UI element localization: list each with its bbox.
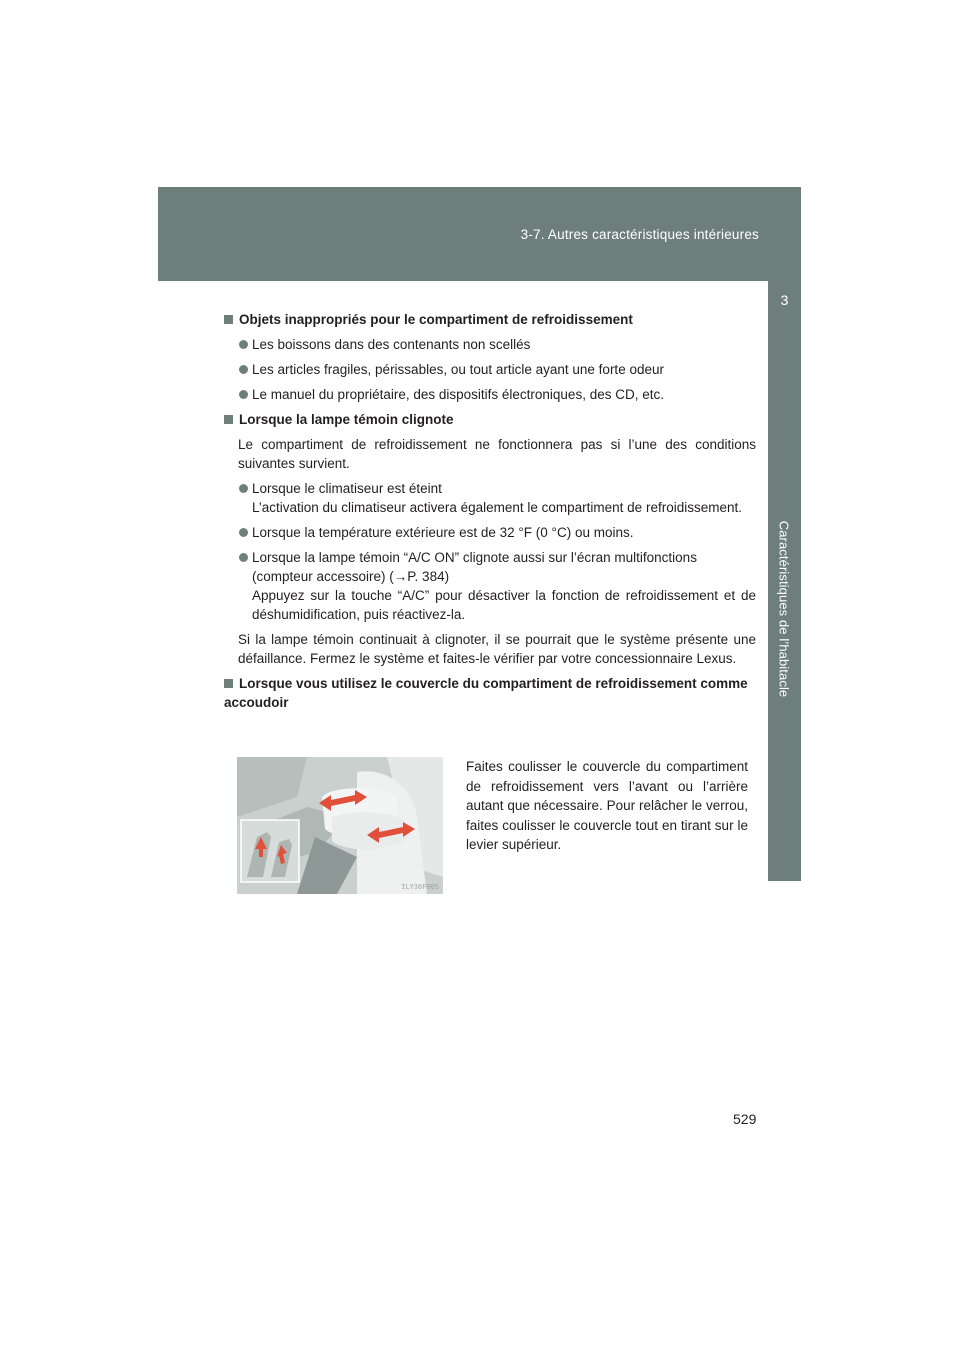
square-bullet-icon <box>224 315 233 324</box>
section-heading <box>224 410 756 429</box>
bullet-dot-icon <box>239 365 248 374</box>
square-bullet-icon <box>224 679 233 688</box>
heading-text: Lorsque vous utilisez le couvercle du compartiment de refroidissement comme accoudoir <box>224 676 748 710</box>
paragraph: Si la lampe témoin continuait à clignoter, il se pourrait que le système présente une défaillance. Fermez le système et faites-le vérifier par votre concessionnaire Lexus. <box>238 632 756 666</box>
chapter-number: 3 <box>780 292 789 308</box>
page-content <box>224 310 756 718</box>
chapter-tab <box>768 281 801 881</box>
list-item-text: Le manuel du propriétaire, des dispositifs électroniques, des CD, etc. <box>252 387 664 402</box>
square-bullet-icon <box>224 415 233 424</box>
list-item <box>238 523 756 542</box>
list-item-text: Les articles fragiles, périssables, ou tout article ayant une forte odeur <box>252 362 664 377</box>
heading-text: Lorsque la lampe témoin clignote <box>239 412 454 427</box>
header-band <box>158 187 801 281</box>
figure-code: ILY36F005 <box>401 884 439 892</box>
chapter-title: Caractéristiques de l’habitacle <box>776 520 792 698</box>
bullet-dot-icon <box>239 390 248 399</box>
bullet-dot-icon <box>239 484 248 493</box>
bullet-dot-icon <box>239 553 248 562</box>
figure-caption: Faites coulisser le couvercle du compartiment de refroidissement vers l’avant ou l’arrière autant que nécessaire. Pour relâcher le verrou, faites coulisser le couvercle tout en tirant sur le levier supérieur. <box>466 759 748 852</box>
section-heading <box>224 674 756 712</box>
section-title: 3-7. Autres caractéristiques intérieures <box>520 227 759 242</box>
section-heading <box>224 310 756 329</box>
list-item-subtext: L’activation du climatiseur activera également le compartiment de refroidissement. <box>252 500 742 515</box>
list-item-text: Les boissons dans des contenants non scellés <box>252 337 531 352</box>
paragraph: Le compartiment de refroidissement ne fonctionnera pas si l’une des conditions suivantes survient. <box>238 437 756 471</box>
list-item-text: Lorsque le climatiseur est éteint <box>252 481 442 496</box>
list-item-text: Lorsque la température extérieure est de 32 °F (0 °C) ou moins. <box>252 525 634 540</box>
armrest-illustration <box>237 757 443 894</box>
list-item <box>238 335 756 354</box>
list-item <box>238 479 756 517</box>
list-item-subtext: Appuyez sur la touche “A/C” pour désactiver la fonction de refroidissement et de déshumidification, puis réactivez-la. <box>252 588 756 622</box>
armrest-drawing <box>237 757 443 894</box>
list-item <box>238 360 756 379</box>
list-item-text: Lorsque la lampe témoin “A/C ON” clignote aussi sur l’écran multifonctions (compteur accessoire) (→P. 384) <box>252 550 697 584</box>
list-item <box>238 385 756 404</box>
list-item <box>238 548 756 624</box>
page-number: 529 <box>733 1111 757 1127</box>
bullet-dot-icon <box>239 340 248 349</box>
heading-text: Objets inappropriés pour le compartiment de refroidissement <box>239 312 633 327</box>
bullet-dot-icon <box>239 528 248 537</box>
